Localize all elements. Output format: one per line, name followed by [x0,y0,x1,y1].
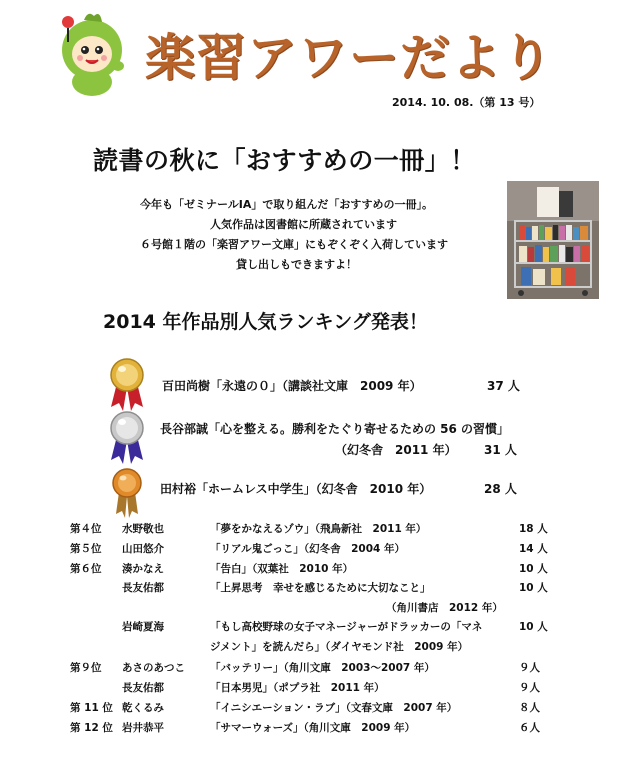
book-title: 「バッテリー」（角川文庫 2003～2007 年） [210,662,435,674]
top2-count: 31 人 [484,443,517,457]
author-name: 長友佑都 [122,682,164,694]
book-title: 「もし高校野球の女子マネージャーがドラッカーの「マネ [210,621,483,633]
author-name: 乾くるみ [122,702,164,714]
vote-count: ９人 [519,662,540,674]
top1-entry: 百田尚樹「永遠の０」（講談社文庫 2009 年） [162,379,422,393]
rank-label: 第 12 位 [70,722,113,734]
book-title: 「リアル鬼ごっこ」（幻冬舎 2004 年） [210,543,405,555]
top2-entry: 長谷部誠「心を整える。勝利をたぐり寄せるための 56 の習慣」 [160,422,510,436]
intro-line-3: ６号館１階の「楽習アワー文庫」にもぞくぞく入荷しています [140,238,448,251]
author-name: あさのあつこ [122,662,185,674]
book-title: 「サマーウォーズ」（角川文庫 2009 年） [210,722,416,734]
headline: 読書の秋に「おすすめの一冊」！ [93,146,476,175]
author-name: 水野敬也 [122,523,164,535]
author-name: 山田悠介 [122,543,164,555]
vote-count: 18 人 [519,523,548,535]
silver-medal-icon [107,410,147,464]
top2-publisher: （幻冬舎 2011 年） [335,443,457,457]
rank-label: 第５位 [70,543,102,555]
top3-count: 28 人 [484,482,517,496]
author-name: 湊かなえ [122,563,164,575]
author-name: 岩井恭平 [122,722,164,734]
book-title: 「イニシエーション・ラブ」（文春文庫 2007 年） [210,702,458,714]
rank-label: 第９位 [70,662,102,674]
issue-date: 2014. 10. 08.（第 13 号） [392,96,541,109]
bronze-medal-icon [107,466,147,520]
rank-label: 第 11 位 [70,702,113,714]
rank-label: 第６位 [70,563,102,575]
mascot-icon [54,10,130,96]
vote-count: ６人 [519,722,540,734]
book-title: ジメント」を読んだら」（ダイヤモンド社 2009 年） [210,641,469,653]
top1-count: 37 人 [487,379,520,393]
top3-entry: 田村裕「ホームレス中学生」（幻冬舎 2010 年） [160,482,432,496]
newsletter-title: 楽習アワーだより [145,29,553,87]
bookshelf-photo [507,181,599,299]
vote-count: 10 人 [519,563,548,575]
intro-line-2: 人気作品は図書館に所蔵されています [210,218,397,231]
vote-count: ８人 [519,702,540,714]
book-title: 「夢をかなえるゾウ」（飛鳥新社 2011 年） [210,523,427,535]
book-title: （角川書店 2012 年） [386,602,503,614]
book-title: 「上昇思考 幸せを感じるために大切なこと」 [210,582,431,594]
gold-medal-icon [107,357,147,411]
ranking-title: 2014 年作品別人気ランキング発表！ [103,311,428,333]
vote-count: ９人 [519,682,540,694]
rank-label: 第４位 [70,523,102,535]
intro-line-4: 貸し出しもできますよ！ [236,258,357,271]
author-name: 長友佑都 [122,582,164,594]
vote-count: 14 人 [519,543,548,555]
vote-count: 10 人 [519,582,548,594]
book-title: 「告白」（双葉社 2010 年） [210,563,354,575]
intro-line-1: 今年も「ゼミナールⅠA」で取り組んだ「おすすめの一冊」。 [140,198,433,211]
author-name: 岩崎夏海 [122,621,164,633]
book-title: 「日本男児」（ポプラ社 2011 年） [210,682,385,694]
vote-count: 10 人 [519,621,548,633]
